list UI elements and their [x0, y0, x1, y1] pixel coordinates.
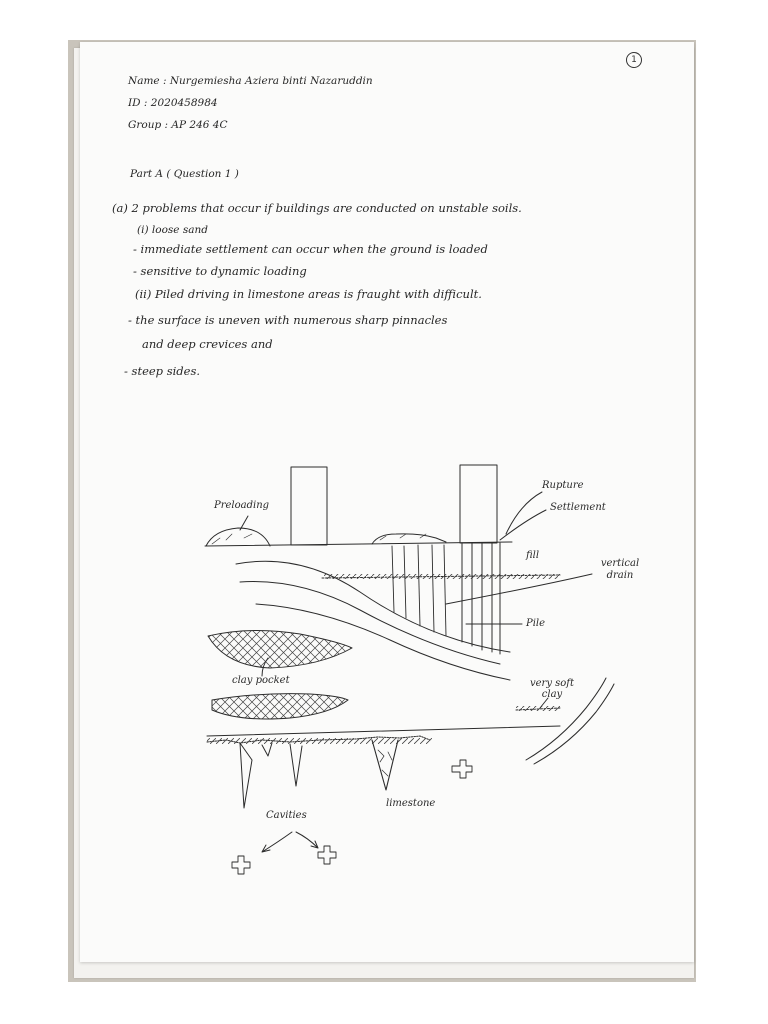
- answer-i-heading: (i) loose sand: [137, 224, 208, 236]
- pinnacle-1: [240, 743, 252, 808]
- section-title: Part A ( Question 1 ): [130, 168, 239, 180]
- cavities-arrow-right: [296, 832, 318, 848]
- student-id: ID : 2020458984: [128, 97, 218, 109]
- answer-i-point-1: - immediate settlement can occur when the ground is loaded: [133, 242, 488, 256]
- cavities-arrow-left: [262, 832, 292, 852]
- cavity-symbol-right: [452, 760, 472, 778]
- label-pile: Pile: [526, 618, 546, 629]
- pinnacle-2: [262, 743, 272, 756]
- pinnacle-3: [290, 744, 302, 786]
- clay-pocket-lower: [212, 694, 348, 719]
- limestone-top-line: [207, 726, 560, 736]
- limestone-crevice: [372, 740, 398, 790]
- student-name: Name : Nurgemiesha Aziera binti Nazaruddin: [128, 75, 373, 87]
- answer-ii-point-1: - the surface is uneven with numerous sharp pinnacles: [128, 313, 448, 327]
- leader-settlement: [500, 510, 546, 540]
- label-cavities: Cavities: [266, 810, 307, 821]
- answer-ii-heading: (ii) Piled driving in limestone areas is fraught with difficult.: [135, 287, 482, 301]
- label-very-soft-clay: very soft clay: [529, 678, 575, 700]
- building-left: [291, 467, 327, 545]
- answer-a-heading: (a) 2 problems that occur if buildings are conducted on unstable soils.: [112, 201, 522, 215]
- answer-ii-point-2: and deep crevices and: [142, 337, 273, 351]
- student-group: Group : AP 246 4C: [128, 119, 228, 131]
- label-preloading: Preloading: [214, 500, 270, 511]
- label-settlement: Settlement: [550, 502, 606, 513]
- settled-mound: [372, 534, 446, 544]
- label-limestone: limestone: [386, 798, 436, 809]
- label-clay-pocket: clay pocket: [232, 675, 290, 686]
- vertical-drains: [392, 545, 446, 636]
- answer-ii-point-3: - steep sides.: [124, 364, 200, 378]
- label-vertical-drain: vertical drain: [600, 558, 640, 581]
- leader-rupture: [506, 492, 542, 534]
- label-fill: fill: [526, 550, 540, 561]
- label-rupture: Rupture: [542, 480, 584, 491]
- cavity-symbol-mid: [318, 846, 336, 864]
- cavity-symbol-left: [232, 856, 250, 874]
- building-right: [460, 465, 497, 543]
- answer-i-point-2: - sensitive to dynamic loading: [133, 264, 307, 278]
- clay-pocket-upper: [208, 630, 352, 668]
- piles: [462, 543, 500, 654]
- page-number: 1: [626, 52, 642, 68]
- preloading-mound: [206, 528, 270, 546]
